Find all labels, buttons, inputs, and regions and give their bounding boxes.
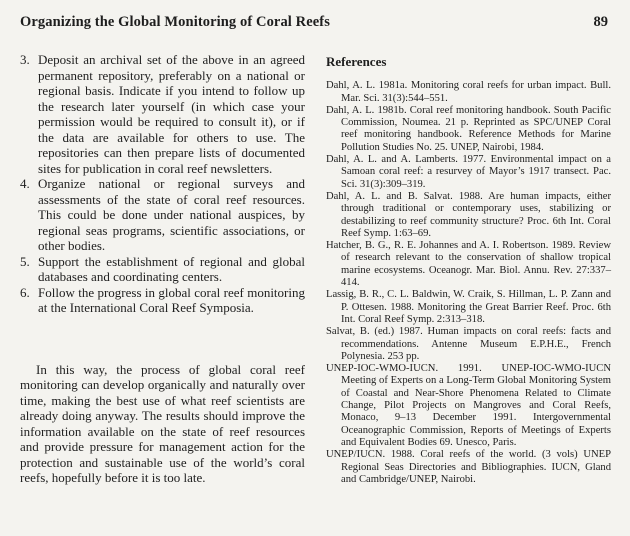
list-item (20, 254, 305, 285)
closing-paragraph: In this way, the process of global coral reef monitoring can develop organically and naturally over time, making the best use of what reef scientists are already doing anyway. The results should improve the information available on the state of reef resources and provide pressure for management action for the protection and sustainable use of the world’s coral reefs, hopefully before it is too late. (20, 361, 305, 485)
left-column (20, 52, 305, 499)
reference-entry: Dahl, A. L. 1981a. Monitoring coral reefs for urban impact. Bull. Mar. Sci. 31(3):544–551. (326, 80, 611, 104)
list-item-number: 3. (20, 52, 30, 67)
reference-entry: Salvat, B. (ed.) 1987. Human impacts on coral reefs: facts and recommendations. Antenne Museum E.P.H.E., French Polynesia. 253 pp. (326, 326, 611, 362)
reference-entry: Dahl, A. L. 1981b. Coral reef monitoring handbook. South Pacific Commission, Noumea. 21 p. Reprinted as SPC/UNEP Coral reef monitoring handbook. Reference Methods for Marine Pollution Studies No. 25. UNEP, Nairobi, 1984. (326, 104, 611, 153)
running-title: Organizing the Global Monitoring of Coral Reefs (20, 14, 330, 30)
list-item-text: Support the establishment of regional and global databases and coordinating centers. (38, 253, 305, 284)
page-header (20, 14, 610, 34)
page-number: 89 (593, 14, 608, 30)
list-item-text: Follow the progress in global coral reef monitoring at the International Coral Reef Symposia. (38, 284, 305, 315)
references-column (326, 56, 611, 486)
reference-entry: UNEP-IOC-WMO-IUCN. 1991. UNEP-IOC-WMO-IUCN Meeting of Experts on a Long-Term Global Monitoring System of Coastal and Near-Shore Phenomena Related to Climate Change, Pilot Projects on Mangroves and Coral Reefs, Monaco, 9–13 December 1991. Intergovernmental Oceanographic Commission, Reports of Meetings of Experts and Equivalent Bodies 69. Unesco, Paris. (326, 363, 611, 448)
reference-entry: Dahl, A. L. and A. Lamberts. 1977. Environmental impact on a Samoan coral reef: a resurvey of Mayor’s 1917 transect. Pac. Sci. 31(3):309–319. (326, 154, 611, 190)
reference-entry: Hatcher, B. G., R. E. Johannes and A. I. Robertson. 1989. Review of research relevant to the conservation of shallow tropical marine ecosystems. Oceanogr. Mar. Biol. Annu. Rev. 27:337–414. (326, 240, 611, 289)
reference-entry: Lassig, B. R., C. L. Baldwin, W. Craik, S. Hillman, L. P. Zann and P. Ottesen. 1988. Monitoring the Great Barrier Reef. Proc. 6th Int. Coral Reef Symp. 2:313–318. (326, 289, 611, 325)
references-heading: References (326, 54, 387, 69)
list-item (20, 52, 305, 176)
list-item-number: 5. (20, 253, 30, 269)
list-item-text: Organize national or regional surveys and assessments of the state of coral reef resources. This could be done under national auspices, by regional seas programs, scientific associations, or other bodies. (38, 176, 305, 253)
list-item-text: Deposit an archival set of the above in an agreed permanent repository, preferably on a national or regional basis. Indicate if you intend to follow up the research later yourself (in which case your permission would be required to consult it), or if the data are available for others to use. The repositories can then prepare lists of documented sites for publication in coral reef newsletters. (38, 52, 305, 176)
list-item-number: 6. (20, 284, 30, 300)
list-item (20, 285, 305, 316)
reference-entry: UNEP/IUCN. 1988. Coral reefs of the world. (3 vols) UNEP Regional Seas Directories and Bibliographies. IUCN, Gland and Cambridge/UNEP, Nairobi. (326, 449, 611, 485)
list-item-number: 4. (20, 176, 30, 191)
recommendation-list (20, 52, 305, 316)
reference-entry: Dahl, A. L. and B. Salvat. 1988. Are human impacts, either through traditional or contemporary uses, stabilizing or destabilizing to reef community structure? Proc. 6th Int. Coral Reef Symp. 1:63–69. (326, 190, 611, 239)
list-item (20, 176, 305, 254)
